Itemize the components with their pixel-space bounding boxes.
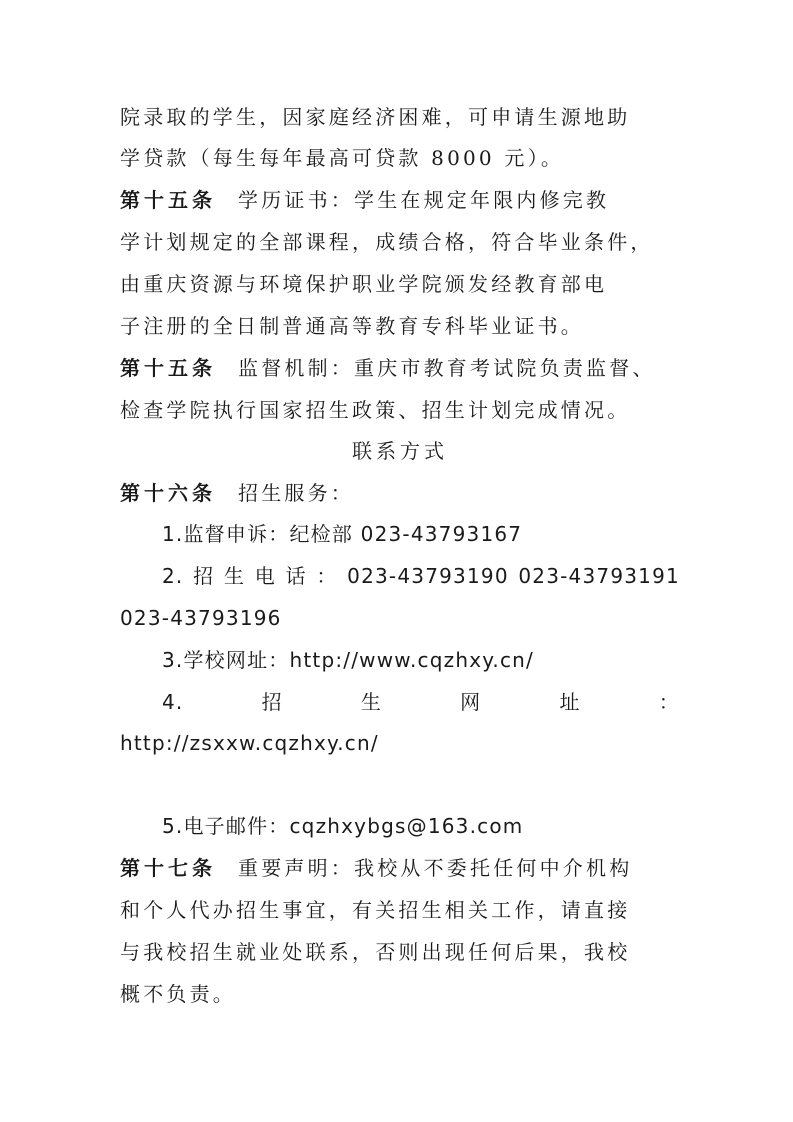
text-line: 和个人代办招生事宜，有关招生相关工作，请直接: [120, 898, 631, 922]
section-title: 联系方式: [352, 439, 448, 463]
article-label: 第十七条: [120, 856, 216, 880]
site-label-part: 4.: [162, 690, 184, 714]
text-line: 由重庆资源与环境保护职业学院颁发经教育部电: [120, 272, 608, 296]
article-text: 重要声明：我校从不委托任何中介机构: [238, 856, 633, 880]
article-17: [120, 853, 680, 883]
service-item-complaint: 1.监督申诉：纪检部 023-43793167: [162, 522, 523, 546]
article-15-supervision: [120, 353, 680, 383]
phone-number: 023-43793190: [347, 564, 509, 588]
text-line: 学计划规定的全部课程，成绩合格，符合毕业条件，: [120, 230, 654, 254]
site-label-part: 址: [559, 690, 581, 714]
site-label-part: 招: [261, 690, 283, 714]
site-label-part: ：: [658, 690, 680, 714]
phone-number: 023-43793196: [120, 606, 282, 630]
site-label-part: 生: [360, 690, 383, 714]
article-15-certificate: [120, 185, 680, 215]
phone-label-part: 2.: [162, 564, 184, 588]
article-16: [120, 478, 680, 508]
phone-label-part: ：: [316, 564, 338, 588]
service-item-phone: [162, 561, 680, 591]
text-line: 院录取的学生，因家庭经济困难，可申请生源地助: [120, 105, 631, 129]
service-item-email: 5.电子邮件：cqzhxybgs@163.com: [162, 814, 524, 838]
article-text: 监督机制：重庆市教育考试院负责监督、: [238, 356, 656, 380]
text-line: 学贷款（每生每年最高可贷款 8000 元）。: [120, 146, 565, 170]
article-label: 第十五条: [120, 188, 216, 212]
phone-label-part: 电: [254, 564, 276, 588]
text-line: 检查学院执行国家招生政策、招生计划完成情况。: [120, 398, 631, 422]
phone-label-part: 招: [193, 564, 215, 588]
service-item-website: 3.学校网址：http://www.cqzhxy.cn/: [162, 648, 534, 672]
admissions-url: http://zsxxw.cqzhxy.cn/: [120, 731, 379, 755]
text-line: 子注册的全日制普通高等教育专科毕业证书。: [120, 314, 584, 338]
text-line: 概不负责。: [120, 982, 236, 1006]
article-text: 学历证书：学生在规定年限内修完教: [238, 188, 610, 212]
article-text: 招生服务：: [238, 481, 354, 505]
phone-label-part: 生: [223, 564, 246, 588]
article-label: 第十五条: [120, 356, 216, 380]
phone-number: 023-43793191: [518, 564, 680, 588]
site-label-part: 网: [460, 690, 482, 714]
service-item-admissions-site: [162, 687, 680, 717]
text-line: 与我校招生就业处联系，否则出现任何后果，我校: [120, 940, 631, 964]
article-label: 第十六条: [120, 481, 216, 505]
phone-label-part: 话: [285, 564, 307, 588]
